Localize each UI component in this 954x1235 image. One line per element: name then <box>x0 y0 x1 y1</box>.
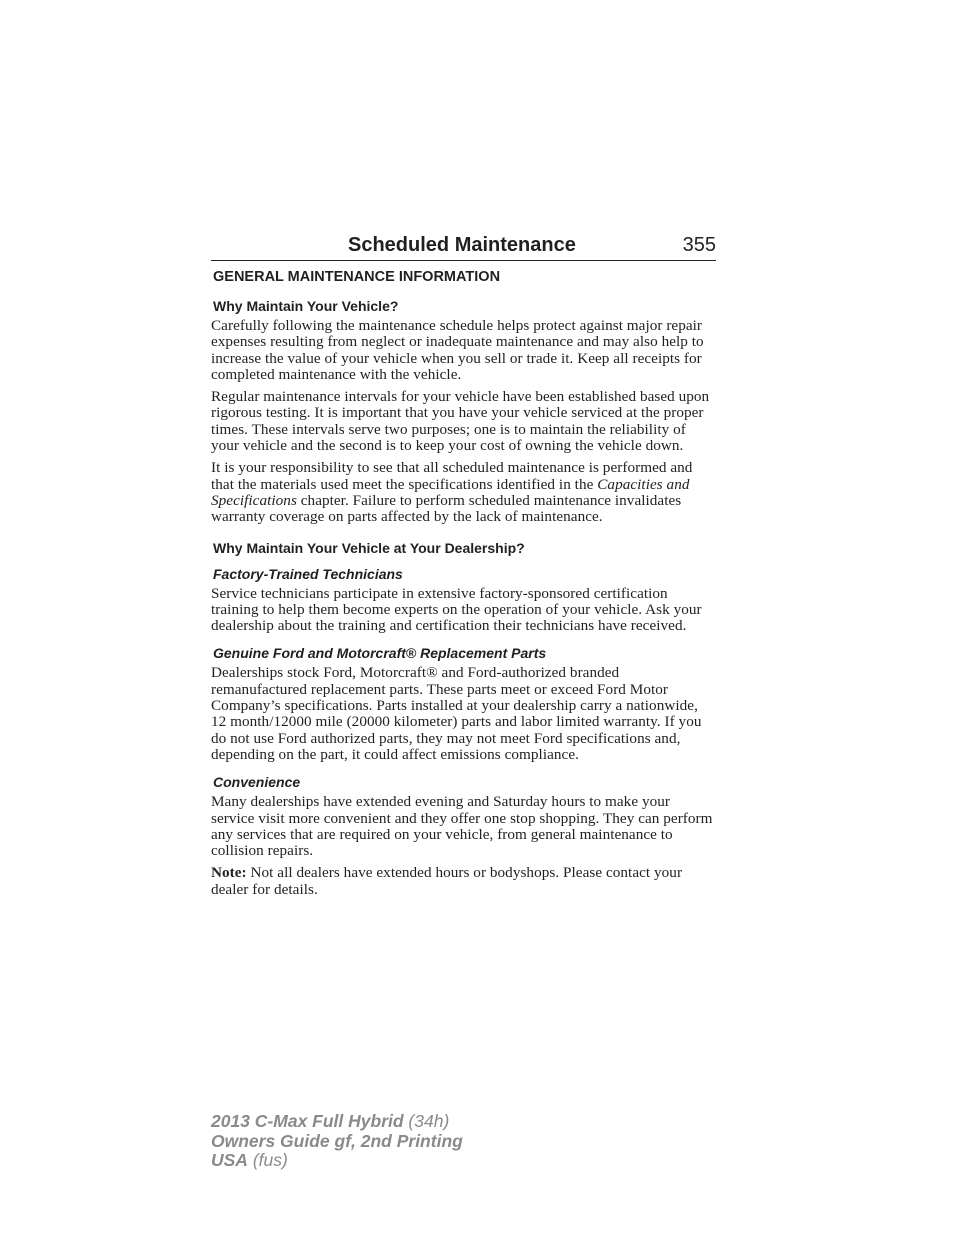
note-text: Not all dealers have extended hours or bodyshops. Please contact your dealer for details. <box>211 864 683 898</box>
footer-line-3 <box>211 1151 463 1171</box>
footer-line-2 <box>211 1132 463 1152</box>
footer-market-code: (fus) <box>247 1150 288 1170</box>
convenience-paragraph: Many dealerships have extended evening and Saturday hours to make your service visit more convenient and they offer one stop shopping. They can perform any services that are required on your vehicle, from general maintenance to collision repairs. <box>211 793 713 860</box>
why-maintain-heading: Why Maintain Your Vehicle? <box>213 298 399 314</box>
note-paragraph <box>211 865 716 898</box>
page-number: 355 <box>682 234 716 256</box>
p3-text-before: It is your responsibility to see that all scheduled maintenance is performed and that the materials used meet the specifications identified in the <box>211 459 693 493</box>
page-footer <box>211 1112 463 1171</box>
footer-market: USA <box>211 1150 248 1170</box>
why-maintain-paragraph-3 <box>211 460 716 525</box>
dealership-heading: Why Maintain Your Vehicle at Your Dealership? <box>213 539 525 556</box>
parts-heading: Genuine Ford and Motorcraft® Replacement Parts <box>213 645 547 662</box>
footer-line-1 <box>211 1112 463 1132</box>
note-label: Note: <box>211 864 247 882</box>
technicians-paragraph: Service technicians participate in extensive factory-sponsored certification training to help them become experts on the operation of your vehicle. Ask your dealership about the training and certification their technicians have received. <box>211 584 702 635</box>
convenience-heading: Convenience <box>213 774 301 791</box>
why-maintain-paragraph-2: Regular maintenance intervals for your vehicle have been established based upon rigorous testing. It is important that you have your vehicle serviced at the proper times. These intervals serve two purposes; one is to maintain the reliability of your vehicle and the second is to keep your cost of owning the vehicle down. <box>211 388 710 455</box>
why-maintain-paragraph-1: Carefully following the maintenance schedule helps protect against major repair expenses resulting from neglect or inadequate maintenance and may also help to increase the value of your vehicle when you sell or trade it. Keep all receipts for completed maintenance with the vehicle. <box>211 317 704 383</box>
footer-model-code: (34h) <box>403 1111 450 1131</box>
parts-paragraph: Dealerships stock Ford, Motorcraft® and Ford-authorized branded remanufactured replacement parts. These parts meet or exceed Ford Motor Company’s specifications. Parts installed at your dealership carry a nationwide, 12 month/12000 mile (20000 kilometer) parts and labor limited warranty. If you do not use Ford authorized parts, they may not meet Ford specifications and, depending on the part, it could affect emissions compliance. <box>211 664 702 763</box>
manual-page <box>211 229 716 898</box>
technicians-heading: Factory-Trained Technicians <box>213 565 403 582</box>
section-title: GENERAL MAINTENANCE INFORMATION <box>213 269 501 285</box>
capacities-chapter-reference: Capacities and Specifications <box>211 475 690 509</box>
footer-guide: Owners Guide gf, 2nd Printing <box>211 1130 463 1151</box>
chapter-title: Scheduled Maintenance <box>348 234 576 256</box>
footer-model: 2013 C-Max Full Hybrid <box>211 1111 404 1131</box>
p3-text-after: chapter. Failure to perform scheduled maintenance invalidates warranty coverage on parts affected by the lack of maintenance. <box>211 491 682 526</box>
page-header <box>211 229 716 261</box>
